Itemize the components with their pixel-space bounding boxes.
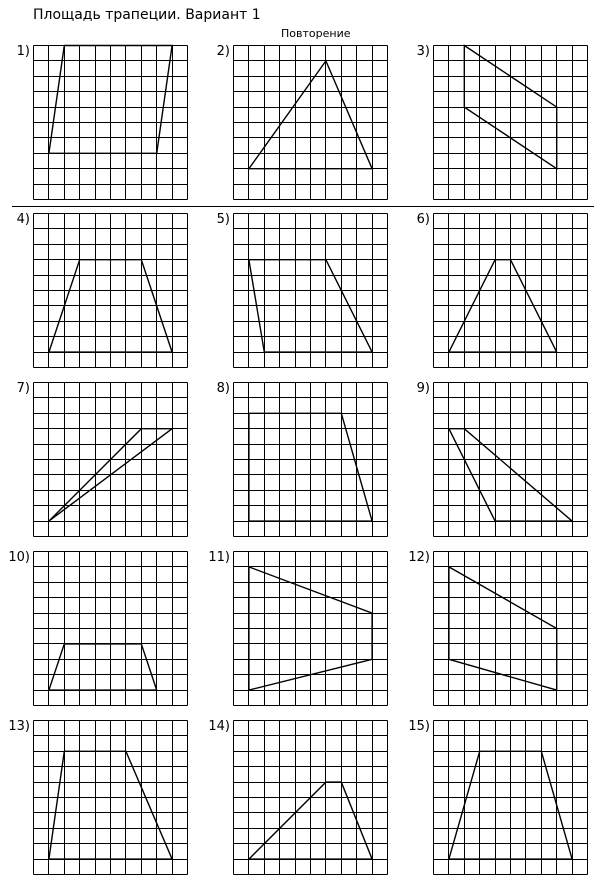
problem-number: 8) — [216, 381, 230, 396]
grid-figure — [433, 45, 588, 200]
figure-shape — [49, 644, 157, 690]
grid-figure — [33, 213, 188, 368]
grid-lines — [234, 214, 388, 368]
problem-number: 3) — [416, 44, 430, 59]
grid-lines — [434, 383, 588, 537]
grid-lines — [434, 721, 588, 875]
problem-number: 12) — [408, 550, 430, 565]
grid-figure — [433, 720, 588, 875]
grid-figure — [233, 213, 388, 368]
grid-figure — [33, 551, 188, 706]
problem-number: 9) — [416, 381, 430, 396]
grid-figure — [233, 45, 388, 200]
page-title: Площадь трапеции. Вариант 1 — [33, 7, 261, 23]
grid-figure — [33, 720, 188, 875]
grid-figure — [33, 45, 188, 200]
grid-figure — [433, 213, 588, 368]
grid-figure — [233, 551, 388, 706]
problem-number: 10) — [8, 550, 30, 565]
grid-lines — [34, 214, 188, 368]
problem-number: 4) — [16, 212, 30, 227]
problem-number: 2) — [216, 44, 230, 59]
grid-lines — [234, 46, 388, 200]
grid-lines — [234, 383, 388, 537]
grid-lines — [34, 721, 188, 875]
grid-figure — [433, 382, 588, 537]
problem-number: 13) — [8, 719, 30, 734]
problem-number: 15) — [408, 719, 430, 734]
grid-lines — [34, 552, 188, 706]
problem-number: 1) — [16, 44, 30, 59]
grid-figure — [433, 551, 588, 706]
problem-number: 14) — [208, 719, 230, 734]
grid-figure — [33, 382, 188, 537]
grid-lines — [434, 46, 588, 200]
section-divider — [12, 206, 594, 207]
grid-figure — [233, 720, 388, 875]
grid-lines — [234, 552, 388, 706]
problem-number: 6) — [416, 212, 430, 227]
page-subtitle: Повторение — [281, 27, 351, 40]
problem-number: 11) — [208, 550, 230, 565]
grid-figure — [233, 382, 388, 537]
problem-number: 5) — [216, 212, 230, 227]
grid-lines — [434, 214, 588, 368]
grid-lines — [434, 552, 588, 706]
grid-lines — [34, 46, 188, 200]
problem-number: 7) — [16, 381, 30, 396]
